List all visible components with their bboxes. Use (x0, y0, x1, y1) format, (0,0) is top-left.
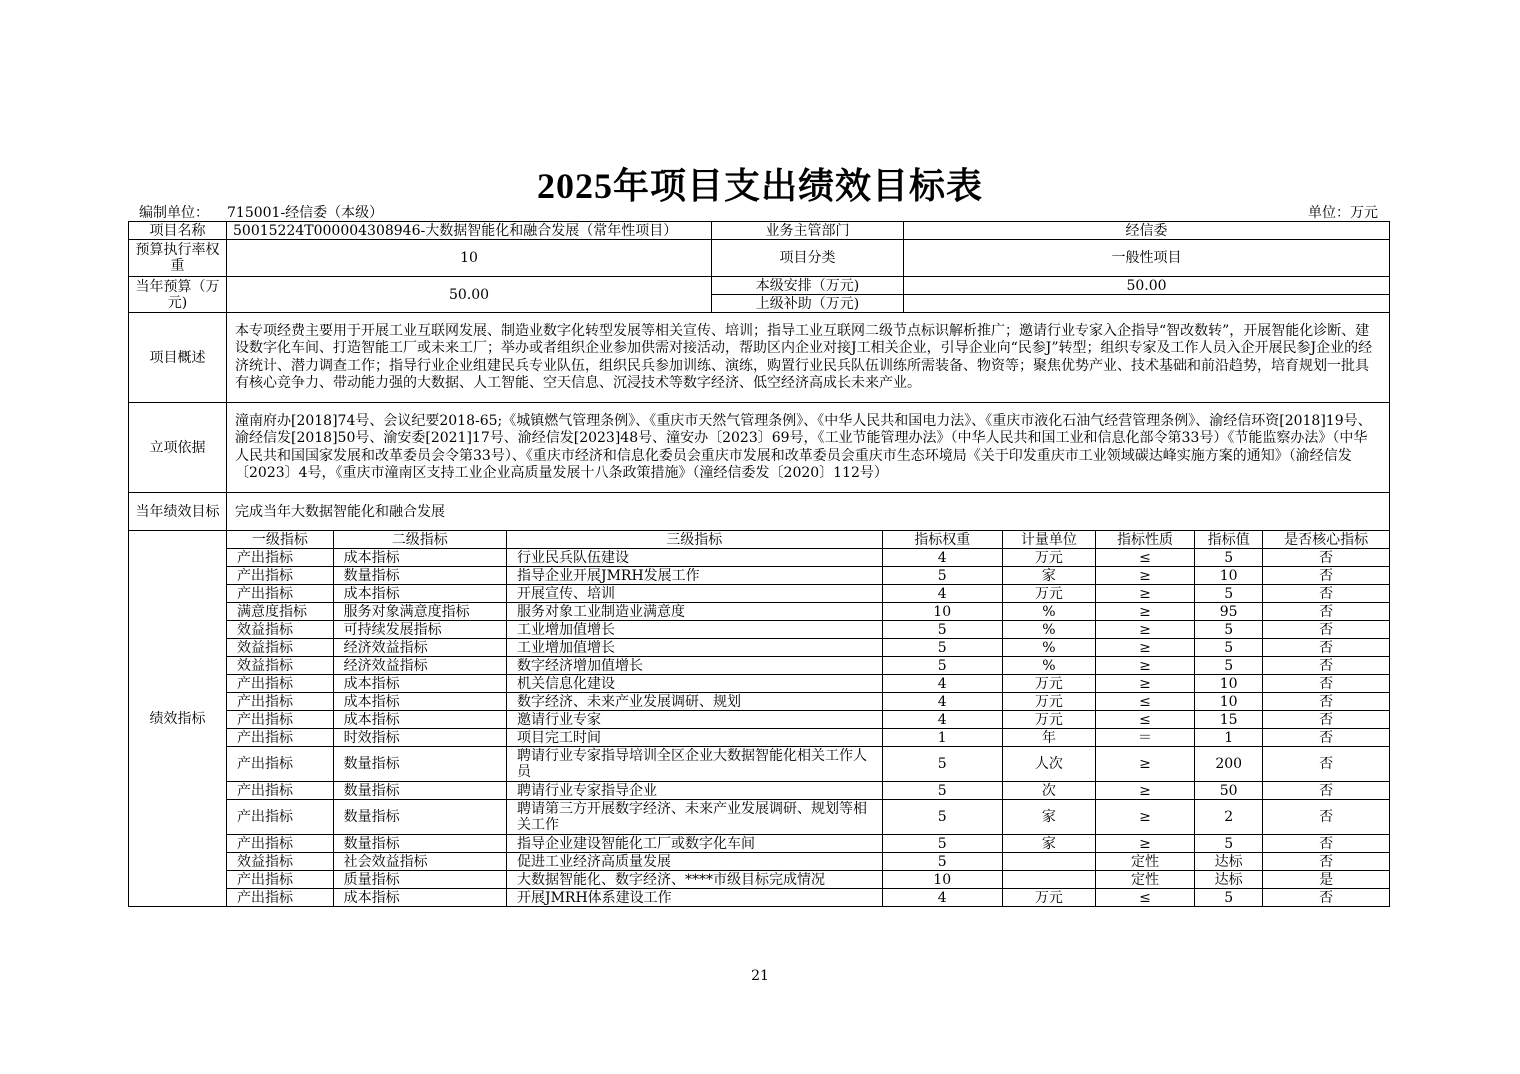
superior-value (904, 295, 1390, 313)
category-value: 一般性项目 (904, 240, 1390, 277)
indicator-nature: ≤ (1095, 549, 1194, 567)
indicator-l2: 数量指标 (333, 835, 506, 853)
indicator-core: 否 (1263, 800, 1389, 835)
local-value: 50.00 (904, 277, 1390, 295)
indicator-l2: 成本指标 (333, 549, 506, 567)
indicator-core: 否 (1263, 549, 1389, 567)
indicator-l1: 产出指标 (227, 693, 333, 711)
indicator-l1: 效益指标 (227, 657, 333, 675)
header-l2: 二级指标 (333, 531, 506, 549)
indicator-l1: 产出指标 (227, 871, 333, 889)
table-row (227, 657, 1389, 675)
indicator-core: 否 (1263, 585, 1389, 603)
performance-table (128, 221, 1390, 907)
goal-text: 完成当年大数据智能化和融合发展 (227, 493, 1390, 531)
indicator-core: 否 (1263, 747, 1389, 782)
indicator-l1: 满意度指标 (227, 603, 333, 621)
indicator-unit: 万元 (1002, 549, 1095, 567)
org-line (139, 202, 383, 222)
indicator-l2: 成本指标 (333, 711, 506, 729)
indicator-table (227, 531, 1389, 906)
indicator-unit: 家 (1002, 567, 1095, 585)
table-row (227, 621, 1389, 639)
table-row (227, 711, 1389, 729)
weight-value: 10 (227, 240, 712, 277)
indicator-value: 5 (1195, 639, 1263, 657)
indicator-core: 否 (1263, 711, 1389, 729)
indicator-value: 5 (1195, 889, 1263, 907)
local-label: 本级安排（万元) (712, 277, 904, 295)
indicator-value: 10 (1195, 675, 1263, 693)
indicator-l1: 产出指标 (227, 800, 333, 835)
overview-label: 项目概述 (129, 313, 227, 403)
indicator-unit (1002, 871, 1095, 889)
indicator-unit (1002, 853, 1095, 871)
indicator-l2: 服务对象满意度指标 (333, 603, 506, 621)
indicator-nature: ≥ (1095, 621, 1194, 639)
indicator-l1: 产出指标 (227, 782, 333, 800)
indicator-weight: 4 (882, 675, 1002, 693)
indicator-l2: 社会效益指标 (333, 853, 506, 871)
indicator-l2: 数量指标 (333, 747, 506, 782)
indicator-nature: ≥ (1095, 800, 1194, 835)
indicator-core: 否 (1263, 835, 1389, 853)
indicator-l1: 产出指标 (227, 711, 333, 729)
category-label: 项目分类 (712, 240, 904, 277)
header-weight: 指标权重 (882, 531, 1002, 549)
table-row (227, 782, 1389, 800)
indicator-weight: 5 (882, 747, 1002, 782)
indicator-l3: 指导企业开展JMRH发展工作 (506, 567, 882, 585)
indicator-header-row (227, 531, 1389, 549)
indicator-l3: 工业增加值增长 (506, 639, 882, 657)
weight-label: 预算执行率权重 (129, 240, 227, 277)
header-nature: 指标性质 (1095, 531, 1194, 549)
indicator-value: 10 (1195, 567, 1263, 585)
indicator-l3: 聘请行业专家指导企业 (506, 782, 882, 800)
indicator-unit: 万元 (1002, 693, 1095, 711)
indicator-l1: 效益指标 (227, 639, 333, 657)
indicator-l3: 工业增加值增长 (506, 621, 882, 639)
project-name-label: 项目名称 (129, 222, 227, 240)
indicator-unit: 万元 (1002, 585, 1095, 603)
indicator-cell (227, 531, 1390, 907)
indicator-unit: 家 (1002, 800, 1095, 835)
indicator-l2: 数量指标 (333, 567, 506, 585)
indicator-core: 否 (1263, 889, 1389, 907)
table-row (227, 693, 1389, 711)
indicator-l1: 产出指标 (227, 585, 333, 603)
superior-label: 上级补助（万元) (712, 295, 904, 313)
indicator-unit: % (1002, 603, 1095, 621)
indicator-value: 50 (1195, 782, 1263, 800)
indicator-value: 5 (1195, 657, 1263, 675)
indicator-l2: 成本指标 (333, 889, 506, 907)
indicator-unit: 万元 (1002, 711, 1095, 729)
indicator-nature: ≥ (1095, 585, 1194, 603)
indicator-l3: 开展宣传、培训 (506, 585, 882, 603)
indicator-weight: 10 (882, 871, 1002, 889)
indicator-l3: 聘请第三方开展数字经济、未来产业发展调研、规划等相关工作 (506, 800, 882, 835)
basis-text: 潼南府办[2018]74号、会议纪要2018-65;《城镇燃气管理条例》、《重庆市天然气管理条例》、《中华人民共和国电力法》、《重庆市液化石油气经营管理条例》、渝经信环资[2018]19号、渝经信发[2018]50号、渝安委[2021]17号、渝经信发[2023]48号、潼安办〔2023〕69号，《工业节能管理办法》（中华人民共和国工业和信息化部令第33号）《节能监察办法》（中华人民共和国国家发展和改革委员会令第33号）、《重庆市经济和信息化委员会重庆市发展和改革委员会重庆市生态环境局《关于印发重庆市工业领域碳达峰实施方案的通知》（渝经信发〔2023〕4号，《重庆市潼南区支持工业企业高质量发展十八条政策措施》（潼经信委发〔2020〕112号） (227, 403, 1390, 493)
unit-label: 单位：万元 (1308, 205, 1378, 221)
indicator-l1: 产出指标 (227, 567, 333, 585)
indicator-nature: 定性 (1095, 853, 1194, 871)
goal-label: 当年绩效目标 (129, 493, 227, 531)
table-row (227, 800, 1389, 835)
indicator-core: 否 (1263, 693, 1389, 711)
indicator-l2: 经济效益指标 (333, 657, 506, 675)
header-value: 指标值 (1195, 531, 1263, 549)
indicator-core: 否 (1263, 782, 1389, 800)
indicator-weight: 4 (882, 549, 1002, 567)
indicator-l3: 数字经济、未来产业发展调研、规划 (506, 693, 882, 711)
indicator-l2: 经济效益指标 (333, 639, 506, 657)
indicator-unit: 年 (1002, 729, 1095, 747)
indicator-core: 否 (1263, 729, 1389, 747)
indicator-value: 5 (1195, 549, 1263, 567)
indicator-value: 2 (1195, 800, 1263, 835)
perf-label: 绩效指标 (129, 531, 227, 907)
table-row (227, 889, 1389, 907)
header-core: 是否核心指标 (1263, 531, 1389, 549)
page-number: 21 (751, 968, 769, 984)
indicator-weight: 10 (882, 603, 1002, 621)
indicator-l1: 产出指标 (227, 835, 333, 853)
dept-value: 经信委 (904, 222, 1390, 240)
indicator-l3: 邀请行业专家 (506, 711, 882, 729)
indicator-l3: 项目完工时间 (506, 729, 882, 747)
table-row (227, 729, 1389, 747)
indicator-l2: 质量指标 (333, 871, 506, 889)
indicator-core: 否 (1263, 675, 1389, 693)
header-unit: 计量单位 (1002, 531, 1095, 549)
indicator-l2: 成本指标 (333, 693, 506, 711)
indicator-l2: 数量指标 (333, 782, 506, 800)
indicator-unit: % (1002, 621, 1095, 639)
indicator-nature: ≤ (1095, 889, 1194, 907)
indicator-l1: 产出指标 (227, 549, 333, 567)
indicator-value: 5 (1195, 621, 1263, 639)
indicator-weight: 5 (882, 657, 1002, 675)
indicator-rows (227, 531, 1389, 906)
indicator-core: 否 (1263, 853, 1389, 871)
budget-value: 50.00 (227, 277, 712, 313)
indicator-nature: ≥ (1095, 782, 1194, 800)
indicator-l1: 效益指标 (227, 853, 333, 871)
indicator-l3: 服务对象工业制造业满意度 (506, 603, 882, 621)
indicator-unit: 人次 (1002, 747, 1095, 782)
indicator-l2: 成本指标 (333, 675, 506, 693)
indicator-value: 1 (1195, 729, 1263, 747)
table-row (227, 639, 1389, 657)
indicator-nature: ≥ (1095, 639, 1194, 657)
indicator-value: 5 (1195, 835, 1263, 853)
indicator-weight: 4 (882, 711, 1002, 729)
indicator-value: 达标 (1195, 871, 1263, 889)
indicator-l2: 数量指标 (333, 800, 506, 835)
table-row (227, 603, 1389, 621)
indicator-nature: ≥ (1095, 675, 1194, 693)
indicator-l2: 成本指标 (333, 585, 506, 603)
indicator-weight: 5 (882, 800, 1002, 835)
table-row (227, 853, 1389, 871)
table-row (227, 585, 1389, 603)
indicator-value: 15 (1195, 711, 1263, 729)
indicator-value: 10 (1195, 693, 1263, 711)
table-row (227, 747, 1389, 782)
indicator-unit: % (1002, 657, 1095, 675)
indicator-weight: 5 (882, 782, 1002, 800)
indicator-core: 否 (1263, 639, 1389, 657)
indicator-nature: 定性 (1095, 871, 1194, 889)
indicator-l1: 产出指标 (227, 889, 333, 907)
indicator-l3: 大数据智能化、数字经济、****市级目标完成情况 (506, 871, 882, 889)
indicator-value: 达标 (1195, 853, 1263, 871)
indicator-l3: 促进工业经济高质量发展 (506, 853, 882, 871)
indicator-l1: 产出指标 (227, 747, 333, 782)
indicator-unit: 次 (1002, 782, 1095, 800)
indicator-nature: ≥ (1095, 603, 1194, 621)
budget-label: 当年预算（万元) (129, 277, 227, 313)
table-row (227, 835, 1389, 853)
table-row (227, 549, 1389, 567)
project-name-value: 50015224T000004308946-大数据智能化和融合发展（常年性项目） (227, 222, 712, 240)
indicator-nature: ≤ (1095, 693, 1194, 711)
table-row (227, 871, 1389, 889)
indicator-l3: 行业民兵队伍建设 (506, 549, 882, 567)
page-title: 2025年项目支出绩效目标表 (536, 166, 983, 206)
indicator-weight: 5 (882, 621, 1002, 639)
indicator-l2: 可持续发展指标 (333, 621, 506, 639)
indicator-weight: 5 (882, 853, 1002, 871)
overview-text: 本专项经费主要用于开展工业互联网发展、制造业数字化转型发展等相关宣传、培训；指导工业互联网二级节点标识解析推广；邀请行业专家入企指导“智改数转”，开展智能化诊断、建设数字化车间、打造智能工厂或未来工厂；举办或者组织企业参加供需对接活动，帮助区内企业对接J工相关企业，引导企业向“民参J”转型；组织专家及工作人员入企开展民参J企业的经济统计、潜力调查工作；指导行业企业组建民兵专业队伍，组织民兵参加训练、演练，购置行业民兵队伍训练所需装备、物资等；聚焦优势产业、技术基础和前沿趋势，培育规划一批具有核心竞争力、带动能力强的大数据、人工智能、空天信息、沉浸技术等数字经济、低空经济高成长未来产业。 (227, 313, 1390, 403)
basis-label: 立项依据 (129, 403, 227, 493)
indicator-l3: 机关信息化建设 (506, 675, 882, 693)
indicator-l3: 开展JMRH体系建设工作 (506, 889, 882, 907)
indicator-l1: 产出指标 (227, 729, 333, 747)
org-label: 编制单位： (139, 205, 209, 221)
indicator-weight: 5 (882, 639, 1002, 657)
table-row (227, 567, 1389, 585)
indicator-weight: 4 (882, 585, 1002, 603)
indicator-unit: 家 (1002, 835, 1095, 853)
table-row (227, 675, 1389, 693)
header-l1: 一级指标 (227, 531, 333, 549)
indicator-weight: 5 (882, 835, 1002, 853)
indicator-value: 200 (1195, 747, 1263, 782)
indicator-l1: 效益指标 (227, 621, 333, 639)
header-l3: 三级指标 (506, 531, 882, 549)
indicator-nature: ＝ (1095, 729, 1194, 747)
indicator-weight: 4 (882, 889, 1002, 907)
indicator-nature: ≥ (1095, 657, 1194, 675)
indicator-weight: 5 (882, 567, 1002, 585)
indicator-core: 否 (1263, 621, 1389, 639)
indicator-core: 是 (1263, 871, 1389, 889)
indicator-nature: ≥ (1095, 747, 1194, 782)
indicator-nature: ≥ (1095, 567, 1194, 585)
indicator-value: 5 (1195, 585, 1263, 603)
indicator-nature: ≤ (1095, 711, 1194, 729)
indicator-unit: % (1002, 639, 1095, 657)
dept-label: 业务主管部门 (712, 222, 904, 240)
indicator-l3: 数字经济增加值增长 (506, 657, 882, 675)
indicator-l3: 指导企业建设智能化工厂或数字化车间 (506, 835, 882, 853)
org-value: 715001-经信委（本级） (227, 205, 384, 221)
indicator-l2: 时效指标 (333, 729, 506, 747)
indicator-core: 否 (1263, 567, 1389, 585)
indicator-nature: ≥ (1095, 835, 1194, 853)
indicator-unit: 万元 (1002, 675, 1095, 693)
indicator-weight: 4 (882, 693, 1002, 711)
indicator-l1: 产出指标 (227, 675, 333, 693)
indicator-weight: 1 (882, 729, 1002, 747)
indicator-l3: 聘请行业专家指导培训全区企业大数据智能化相关工作人员 (506, 747, 882, 782)
indicator-core: 否 (1263, 657, 1389, 675)
indicator-unit: 万元 (1002, 889, 1095, 907)
indicator-value: 95 (1195, 603, 1263, 621)
indicator-core: 否 (1263, 603, 1389, 621)
